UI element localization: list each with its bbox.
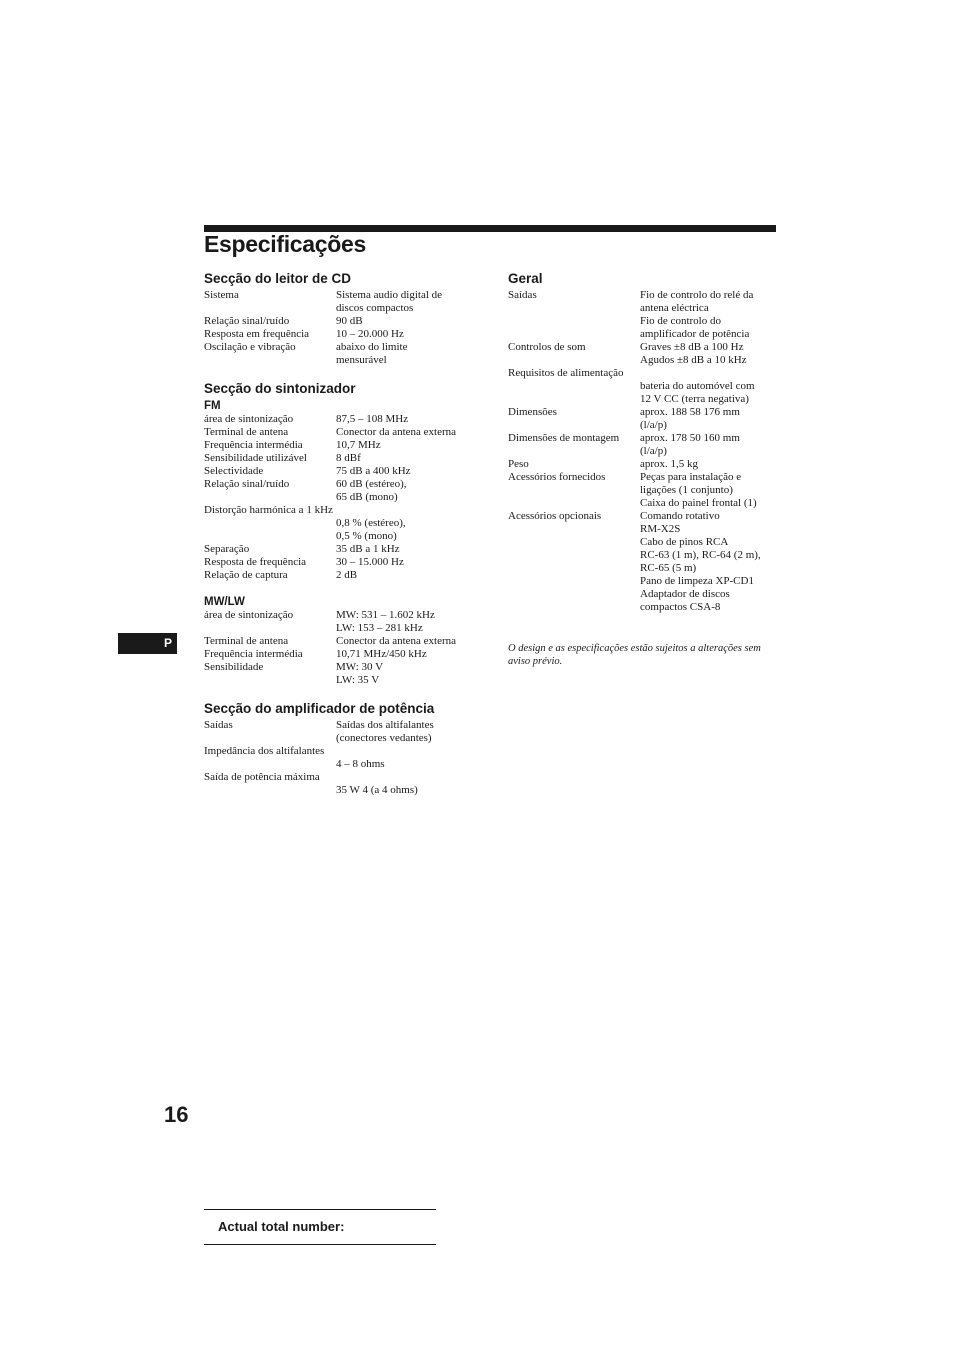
spec-row	[204, 719, 479, 745]
spec-value: 87,5 – 108 MHz	[336, 413, 409, 425]
spec-row	[204, 452, 479, 465]
spec-value: 75 dB a 400 kHz	[336, 465, 411, 477]
spec-value: aprox. 188 58 176 mm (l/a/p)	[640, 406, 740, 431]
spec-value: aprox. 1,5 kg	[640, 458, 699, 470]
spec-value: Comando rotativo RM-X2S Cabo de pinos RCA RC-63 (1 m), RC-64 (2 m), RC-65 (5 m) Pano de limpeza XP-CD1 Adaptador de discos compactos CSA-8	[640, 510, 761, 613]
spec-row	[204, 413, 479, 426]
spec-row	[204, 504, 479, 543]
spec-row	[508, 458, 778, 471]
spec-row	[204, 609, 479, 635]
spec-row	[204, 289, 479, 315]
spec-row	[508, 510, 778, 614]
spec-value: Conector da antena externa	[336, 635, 457, 647]
disclaimer-note: O design e as especificações estão sujeitos a alterações sem aviso prévio.	[508, 643, 761, 667]
section-title-amplifier: Secção do amplificador de potência	[204, 701, 435, 716]
spec-label: Frequência intermédia	[204, 439, 303, 451]
subsection-title-mwlw: MW/LW	[204, 596, 245, 608]
spec-label: Peso	[508, 458, 529, 470]
spec-value: aprox. 178 50 160 mm (l/a/p)	[640, 432, 740, 457]
spec-value: MW: 30 V LW: 35 V	[336, 661, 384, 686]
spec-value: 35 dB a 1 kHz	[336, 543, 400, 555]
fm-spec-list	[204, 413, 479, 582]
spec-label: Dimensões	[508, 406, 557, 418]
spec-label: Terminal de antena	[204, 426, 289, 438]
section-title-tuner: Secção do sintonizador	[204, 381, 356, 396]
spec-label: Requisitos de alimentação	[508, 367, 624, 379]
spec-label: Dimensões de montagem	[508, 432, 620, 444]
spec-value: 2 dB	[336, 569, 358, 581]
spec-row	[508, 471, 778, 510]
general-spec-list	[508, 289, 778, 614]
spec-value: 90 dB	[336, 315, 363, 327]
footer-label: Actual total number:	[218, 1219, 345, 1234]
spec-label: Sensibilidade	[204, 661, 264, 673]
spec-label: Terminal de antena	[204, 635, 289, 647]
section-title-general: Geral	[508, 271, 543, 286]
right-column	[508, 270, 778, 679]
spec-row	[204, 478, 479, 504]
spec-row	[204, 648, 479, 661]
spec-label: área de sintonização	[204, 609, 294, 621]
spec-value: Graves ±8 dB a 100 Hz Agudos ±8 dB a 10 kHz	[640, 341, 747, 366]
spec-label: Resposta em frequência	[204, 328, 310, 340]
spec-row	[508, 341, 778, 367]
spec-value: Sistema audio digital de discos compactos	[336, 289, 443, 314]
spec-label: Oscilação e vibração	[204, 341, 296, 353]
spec-value: MW: 531 – 1.602 kHz LW: 153 – 281 kHz	[336, 609, 435, 634]
language-tab: P	[118, 633, 177, 654]
spec-row	[508, 432, 778, 458]
spec-label: Saídas	[204, 719, 233, 731]
spec-value: 35 W 4 (a 4 ohms)	[336, 784, 418, 796]
spec-label: Relação de captura	[204, 569, 288, 581]
spec-value: Fio de controlo do relé da antena eléctrica Fio de controlo do amplificador de potência	[640, 289, 754, 340]
spec-row	[204, 426, 479, 439]
spec-label: Resposta de frequência	[204, 556, 307, 568]
spec-label: Frequência intermédia	[204, 648, 303, 660]
spec-label: Acessórios fornecidos	[508, 471, 606, 483]
page-title: Especificações	[204, 231, 367, 257]
spec-label: Relação sinal/ruído	[204, 315, 290, 327]
spec-value: 60 dB (estéreo), 65 dB (mono)	[336, 478, 407, 503]
spec-value: Conector da antena externa	[336, 426, 457, 438]
spec-row	[204, 661, 479, 687]
spec-value: 30 – 15.000 Hz	[336, 556, 404, 568]
spec-row	[204, 465, 479, 478]
spec-label: Separação	[204, 543, 250, 555]
spec-row	[508, 406, 778, 432]
spec-row	[204, 569, 479, 582]
spec-row	[204, 315, 479, 328]
left-column	[204, 270, 479, 797]
spec-row	[204, 543, 479, 556]
spec-row	[204, 439, 479, 452]
spec-row	[204, 341, 479, 367]
spec-label: Distorção harmónica a 1 kHz	[204, 504, 333, 516]
spec-row	[204, 635, 479, 648]
spec-row	[204, 556, 479, 569]
spec-label: Sistema	[204, 289, 239, 301]
spec-row	[508, 289, 778, 341]
spec-row	[508, 367, 778, 406]
spec-value: 10,71 MHz/450 kHz	[336, 648, 427, 660]
spec-label: Relação sinal/ruído	[204, 478, 290, 490]
spec-label: Selectividade	[204, 465, 264, 477]
spec-value: 10,7 MHz	[336, 439, 381, 451]
section-title-cd: Secção do leitor de CD	[204, 271, 352, 286]
spec-value: 0,8 % (estéreo), 0,5 % (mono)	[336, 517, 406, 542]
spec-value: abaixo do limite mensurável	[336, 341, 408, 366]
page-number: 16	[164, 1102, 189, 1127]
spec-row	[204, 771, 479, 797]
amp-spec-list	[204, 719, 479, 797]
spec-value: Peças para instalação e ligações (1 conjunto) Caixa do painel frontal (1)	[640, 471, 757, 509]
spec-label: Acessórios opcionais	[508, 510, 602, 522]
spec-row	[204, 745, 479, 771]
spec-label: Sensibilidade utilizável	[204, 452, 307, 464]
spec-label: Saída de potência máxima	[204, 771, 320, 783]
spec-value: Saídas dos altifalantes (conectores vedantes)	[336, 719, 434, 744]
mwlw-spec-list	[204, 609, 479, 687]
spec-value: bateria do automóvel com 12 V CC (terra negativa)	[640, 380, 755, 405]
spec-label: área de sintonização	[204, 413, 294, 425]
spec-value: 10 – 20.000 Hz	[336, 328, 404, 340]
subsection-title-fm: FM	[204, 400, 221, 412]
spec-label: Controlos de som	[508, 341, 586, 353]
spec-label: Impedância dos altifalantes	[204, 745, 325, 757]
spec-row	[204, 328, 479, 341]
cd-spec-list	[204, 289, 479, 367]
spec-value: 8 dBf	[336, 452, 361, 464]
spec-label: Saídas	[508, 289, 537, 301]
spec-value: 4 – 8 ohms	[336, 758, 385, 770]
footer-box	[204, 1209, 436, 1245]
